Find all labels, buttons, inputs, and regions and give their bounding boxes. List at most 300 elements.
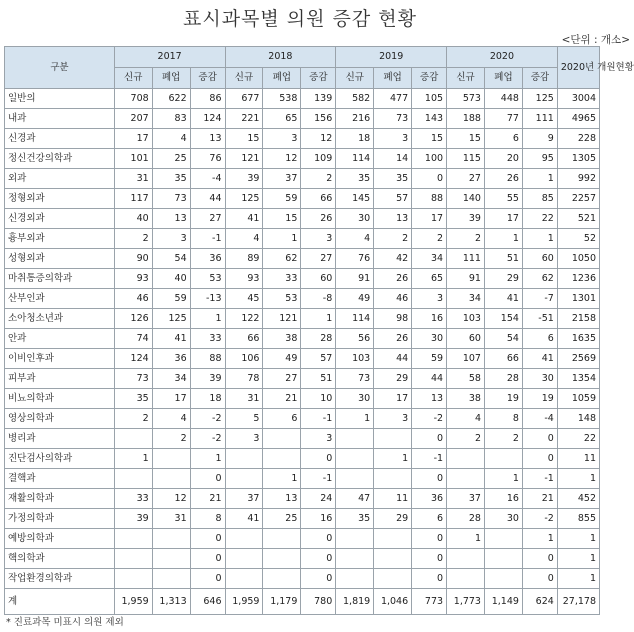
value-cell: 4 bbox=[152, 409, 190, 429]
value-cell: 25 bbox=[263, 509, 301, 529]
value-cell: 4 bbox=[152, 129, 190, 149]
value-cell: 24 bbox=[301, 489, 336, 509]
value-cell: 0 bbox=[522, 449, 557, 469]
value-cell: 17 bbox=[374, 389, 412, 409]
category-cell: 흉부외과 bbox=[5, 229, 115, 249]
value-cell: 1 bbox=[263, 229, 301, 249]
value-cell: 27 bbox=[301, 249, 336, 269]
value-cell: 78 bbox=[225, 369, 263, 389]
value-cell: 37 bbox=[225, 489, 263, 509]
value-cell: 4 bbox=[225, 229, 263, 249]
value-cell: 76 bbox=[336, 249, 374, 269]
value-cell: 1,313 bbox=[152, 589, 190, 615]
value-cell: 3 bbox=[374, 129, 412, 149]
value-cell: 6 bbox=[412, 509, 447, 529]
value-cell: 0 bbox=[522, 569, 557, 589]
value-cell: 30 bbox=[336, 389, 374, 409]
value-cell: 125 bbox=[225, 189, 263, 209]
value-cell: 1 bbox=[190, 309, 225, 329]
unit-note: <단위 : 개소> bbox=[561, 34, 630, 46]
value-cell: 31 bbox=[114, 169, 152, 189]
value-cell: -2 bbox=[412, 409, 447, 429]
value-cell: 57 bbox=[374, 189, 412, 209]
value-cell: 31 bbox=[225, 389, 263, 409]
value-cell bbox=[484, 529, 522, 549]
value-cell: 15 bbox=[447, 129, 485, 149]
table-row bbox=[5, 329, 600, 349]
value-cell: 59 bbox=[412, 349, 447, 369]
value-cell: -1 bbox=[190, 229, 225, 249]
value-cell bbox=[336, 429, 374, 449]
table-row bbox=[5, 309, 600, 329]
value-cell bbox=[152, 569, 190, 589]
value-cell: 15 bbox=[412, 129, 447, 149]
value-cell: 114 bbox=[336, 149, 374, 169]
category-cell: 결핵과 bbox=[5, 469, 115, 489]
value-cell: 1,819 bbox=[336, 589, 374, 615]
value-cell: 26 bbox=[484, 169, 522, 189]
category-cell: 비뇨의학과 bbox=[5, 389, 115, 409]
value-cell: 57 bbox=[301, 349, 336, 369]
value-cell: 1635 bbox=[557, 329, 599, 349]
value-cell bbox=[114, 429, 152, 449]
value-cell: 0 bbox=[412, 169, 447, 189]
value-cell: 27,178 bbox=[557, 589, 599, 615]
value-cell: 101 bbox=[114, 149, 152, 169]
value-cell: 66 bbox=[225, 329, 263, 349]
value-cell: 47 bbox=[336, 489, 374, 509]
value-cell: 35 bbox=[114, 389, 152, 409]
value-cell: 111 bbox=[522, 109, 557, 129]
value-cell: 0 bbox=[301, 449, 336, 469]
value-cell: 12 bbox=[152, 489, 190, 509]
table-row bbox=[5, 349, 600, 369]
value-cell: 30 bbox=[522, 369, 557, 389]
category-cell: 진단검사의학과 bbox=[5, 449, 115, 469]
value-cell: 19 bbox=[484, 389, 522, 409]
table-row bbox=[5, 249, 600, 269]
table-row bbox=[5, 209, 600, 229]
value-cell: 31 bbox=[152, 509, 190, 529]
value-cell: 35 bbox=[336, 169, 374, 189]
header-sub-2019-change: 증감 bbox=[412, 68, 447, 89]
value-cell: 1305 bbox=[557, 149, 599, 169]
value-cell: 115 bbox=[447, 149, 485, 169]
table-row bbox=[5, 269, 600, 289]
value-cell: 13 bbox=[263, 489, 301, 509]
value-cell: 53 bbox=[190, 269, 225, 289]
value-cell: 77 bbox=[484, 109, 522, 129]
header-sub-2018-closed: 폐업 bbox=[263, 68, 301, 89]
value-cell bbox=[447, 569, 485, 589]
header-year-2020: 2020 bbox=[447, 47, 558, 68]
value-cell: 105 bbox=[412, 89, 447, 109]
value-cell: 1 bbox=[557, 469, 599, 489]
category-cell: 예방의학과 bbox=[5, 529, 115, 549]
value-cell: 27 bbox=[190, 209, 225, 229]
category-cell: 핵의학과 bbox=[5, 549, 115, 569]
value-cell: 22 bbox=[557, 429, 599, 449]
value-cell: 11 bbox=[557, 449, 599, 469]
value-cell: 1 bbox=[484, 229, 522, 249]
value-cell: 41 bbox=[484, 289, 522, 309]
value-cell: 1 bbox=[114, 449, 152, 469]
value-cell: 216 bbox=[336, 109, 374, 129]
value-cell bbox=[114, 569, 152, 589]
value-cell: 54 bbox=[484, 329, 522, 349]
value-cell: 221 bbox=[225, 109, 263, 129]
value-cell: 708 bbox=[114, 89, 152, 109]
value-cell: 41 bbox=[152, 329, 190, 349]
value-cell: 1,959 bbox=[225, 589, 263, 615]
value-cell: 54 bbox=[152, 249, 190, 269]
value-cell bbox=[336, 449, 374, 469]
category-cell: 작업환경의학과 bbox=[5, 569, 115, 589]
header-sub-2018-new: 신규 bbox=[225, 68, 263, 89]
value-cell: 0 bbox=[522, 429, 557, 449]
value-cell: 3 bbox=[412, 289, 447, 309]
header-sub-2019-new: 신규 bbox=[336, 68, 374, 89]
category-cell: 정형외과 bbox=[5, 189, 115, 209]
value-cell: 16 bbox=[301, 509, 336, 529]
value-cell: 44 bbox=[374, 349, 412, 369]
value-cell: 26 bbox=[374, 269, 412, 289]
value-cell bbox=[152, 469, 190, 489]
value-cell: -2 bbox=[190, 429, 225, 449]
value-cell: 40 bbox=[152, 269, 190, 289]
value-cell: 85 bbox=[522, 189, 557, 209]
value-cell: 95 bbox=[522, 149, 557, 169]
value-cell: 66 bbox=[301, 189, 336, 209]
value-cell: 624 bbox=[522, 589, 557, 615]
value-cell: 89 bbox=[225, 249, 263, 269]
table-row bbox=[5, 429, 600, 449]
value-cell: 2569 bbox=[557, 349, 599, 369]
value-cell bbox=[447, 549, 485, 569]
value-cell: 13 bbox=[190, 129, 225, 149]
value-cell bbox=[263, 449, 301, 469]
value-cell: 16 bbox=[484, 489, 522, 509]
value-cell: 448 bbox=[484, 89, 522, 109]
header-year-2019: 2019 bbox=[336, 47, 447, 68]
value-cell: 27 bbox=[263, 369, 301, 389]
value-cell: 0 bbox=[190, 529, 225, 549]
value-cell: 1050 bbox=[557, 249, 599, 269]
value-cell: 1,773 bbox=[447, 589, 485, 615]
value-cell: 18 bbox=[190, 389, 225, 409]
value-cell: -2 bbox=[522, 509, 557, 529]
value-cell: 1 bbox=[190, 449, 225, 469]
total-label: 계 bbox=[5, 589, 115, 615]
value-cell: 126 bbox=[114, 309, 152, 329]
value-cell: 86 bbox=[190, 89, 225, 109]
header-sub-2018-change: 증감 bbox=[301, 68, 336, 89]
value-cell: 3 bbox=[263, 129, 301, 149]
header-sub-2019-closed: 폐업 bbox=[374, 68, 412, 89]
value-cell: 0 bbox=[301, 569, 336, 589]
value-cell: 122 bbox=[225, 309, 263, 329]
table-row bbox=[5, 389, 600, 409]
value-cell: 646 bbox=[190, 589, 225, 615]
value-cell: 14 bbox=[374, 149, 412, 169]
value-cell: 2 bbox=[412, 229, 447, 249]
value-cell: 106 bbox=[225, 349, 263, 369]
value-cell: -2 bbox=[190, 409, 225, 429]
value-cell: 1301 bbox=[557, 289, 599, 309]
table-row bbox=[5, 489, 600, 509]
value-cell: 1 bbox=[557, 529, 599, 549]
value-cell: 0 bbox=[412, 529, 447, 549]
value-cell bbox=[225, 569, 263, 589]
category-cell: 마취통증의학과 bbox=[5, 269, 115, 289]
value-cell: 1 bbox=[336, 409, 374, 429]
value-cell: 45 bbox=[225, 289, 263, 309]
value-cell: 2 bbox=[301, 169, 336, 189]
value-cell: -1 bbox=[522, 469, 557, 489]
value-cell: 30 bbox=[484, 509, 522, 529]
value-cell: 1 bbox=[557, 549, 599, 569]
value-cell: 39 bbox=[190, 369, 225, 389]
value-cell: 2 bbox=[114, 409, 152, 429]
value-cell: 22 bbox=[522, 209, 557, 229]
value-cell: 46 bbox=[374, 289, 412, 309]
value-cell: 148 bbox=[557, 409, 599, 429]
value-cell: 573 bbox=[447, 89, 485, 109]
value-cell: 1354 bbox=[557, 369, 599, 389]
header-sub-2017-change: 증감 bbox=[190, 68, 225, 89]
value-cell: 17 bbox=[152, 389, 190, 409]
value-cell: 1,149 bbox=[484, 589, 522, 615]
value-cell: 4 bbox=[336, 229, 374, 249]
value-cell: 20 bbox=[484, 149, 522, 169]
table-row bbox=[5, 529, 600, 549]
value-cell: 538 bbox=[263, 89, 301, 109]
value-cell: 13 bbox=[374, 209, 412, 229]
header-sub-2017-closed: 폐업 bbox=[152, 68, 190, 89]
value-cell bbox=[114, 469, 152, 489]
category-cell: 일반의 bbox=[5, 89, 115, 109]
value-cell: 29 bbox=[374, 369, 412, 389]
category-cell: 가정의학과 bbox=[5, 509, 115, 529]
value-cell: 34 bbox=[412, 249, 447, 269]
page-title: 표시과목별 의원 증감 현황 bbox=[182, 8, 417, 30]
value-cell: 36 bbox=[152, 349, 190, 369]
value-cell: 41 bbox=[225, 209, 263, 229]
table-row bbox=[5, 109, 600, 129]
value-cell: 39 bbox=[114, 509, 152, 529]
value-cell: 2 bbox=[374, 229, 412, 249]
value-cell: 88 bbox=[412, 189, 447, 209]
table-row bbox=[5, 289, 600, 309]
value-cell: 0 bbox=[412, 429, 447, 449]
table-row bbox=[5, 469, 600, 489]
value-cell: 49 bbox=[263, 349, 301, 369]
value-cell: 60 bbox=[301, 269, 336, 289]
value-cell: 2 bbox=[447, 429, 485, 449]
value-cell: 62 bbox=[263, 249, 301, 269]
header-sub-2020-closed: 폐업 bbox=[484, 68, 522, 89]
value-cell: 73 bbox=[336, 369, 374, 389]
value-cell: -8 bbox=[301, 289, 336, 309]
header-sub-2017-new: 신규 bbox=[114, 68, 152, 89]
value-cell: -13 bbox=[190, 289, 225, 309]
category-cell: 신경과 bbox=[5, 129, 115, 149]
value-cell: 121 bbox=[263, 309, 301, 329]
value-cell: 93 bbox=[225, 269, 263, 289]
header-year-2017: 2017 bbox=[114, 47, 225, 68]
value-cell: 125 bbox=[522, 89, 557, 109]
category-cell: 성형외과 bbox=[5, 249, 115, 269]
value-cell bbox=[447, 469, 485, 489]
value-cell: 992 bbox=[557, 169, 599, 189]
value-cell: 622 bbox=[152, 89, 190, 109]
value-cell: 12 bbox=[263, 149, 301, 169]
table-row bbox=[5, 129, 600, 149]
value-cell: 8 bbox=[484, 409, 522, 429]
header-sub-2020-change: 증감 bbox=[522, 68, 557, 89]
value-cell: 780 bbox=[301, 589, 336, 615]
header-sub-2020-new: 신규 bbox=[447, 68, 485, 89]
value-cell: -1 bbox=[412, 449, 447, 469]
value-cell: 38 bbox=[263, 329, 301, 349]
value-cell: 41 bbox=[225, 509, 263, 529]
table-row bbox=[5, 549, 600, 569]
value-cell: -4 bbox=[190, 169, 225, 189]
value-cell: 51 bbox=[484, 249, 522, 269]
value-cell: -1 bbox=[301, 409, 336, 429]
value-cell: 2 bbox=[152, 429, 190, 449]
value-cell: 0 bbox=[522, 549, 557, 569]
value-cell bbox=[225, 549, 263, 569]
value-cell: 40 bbox=[114, 209, 152, 229]
value-cell: 28 bbox=[484, 369, 522, 389]
value-cell: 53 bbox=[263, 289, 301, 309]
value-cell: 124 bbox=[190, 109, 225, 129]
value-cell: 98 bbox=[374, 309, 412, 329]
value-cell: 2158 bbox=[557, 309, 599, 329]
header-year-2018: 2018 bbox=[225, 47, 336, 68]
value-cell: 140 bbox=[447, 189, 485, 209]
value-cell: 6 bbox=[484, 129, 522, 149]
table-row bbox=[5, 449, 600, 469]
value-cell: 2257 bbox=[557, 189, 599, 209]
value-cell: 46 bbox=[114, 289, 152, 309]
value-cell: 5 bbox=[225, 409, 263, 429]
table-row bbox=[5, 229, 600, 249]
value-cell: 0 bbox=[190, 569, 225, 589]
value-cell: 38 bbox=[447, 389, 485, 409]
value-cell bbox=[263, 429, 301, 449]
value-cell: 114 bbox=[336, 309, 374, 329]
value-cell: 1 bbox=[263, 469, 301, 489]
value-cell: 30 bbox=[412, 329, 447, 349]
table-row bbox=[5, 509, 600, 529]
value-cell: 25 bbox=[152, 149, 190, 169]
value-cell: 60 bbox=[522, 249, 557, 269]
value-cell bbox=[114, 529, 152, 549]
value-cell: 37 bbox=[447, 489, 485, 509]
value-cell: 73 bbox=[152, 189, 190, 209]
value-cell: 91 bbox=[336, 269, 374, 289]
value-cell: 8 bbox=[190, 509, 225, 529]
value-cell: 9 bbox=[522, 129, 557, 149]
value-cell bbox=[152, 449, 190, 469]
value-cell: -7 bbox=[522, 289, 557, 309]
table-row bbox=[5, 169, 600, 189]
table-row bbox=[5, 189, 600, 209]
value-cell: 60 bbox=[447, 329, 485, 349]
value-cell bbox=[263, 529, 301, 549]
value-cell: 6 bbox=[522, 329, 557, 349]
value-cell: 1 bbox=[301, 309, 336, 329]
value-cell: 29 bbox=[374, 509, 412, 529]
value-cell: 773 bbox=[412, 589, 447, 615]
value-cell: 125 bbox=[152, 309, 190, 329]
value-cell: 39 bbox=[225, 169, 263, 189]
table-row bbox=[5, 569, 600, 589]
table-row bbox=[5, 409, 600, 429]
category-cell: 외과 bbox=[5, 169, 115, 189]
value-cell: 66 bbox=[484, 349, 522, 369]
value-cell: 21 bbox=[263, 389, 301, 409]
table-row bbox=[5, 369, 600, 389]
value-cell: 21 bbox=[522, 489, 557, 509]
table-row bbox=[5, 149, 600, 169]
value-cell: 117 bbox=[114, 189, 152, 209]
value-cell: 35 bbox=[374, 169, 412, 189]
value-cell: 90 bbox=[114, 249, 152, 269]
value-cell: 11 bbox=[374, 489, 412, 509]
value-cell: 37 bbox=[263, 169, 301, 189]
value-cell: 62 bbox=[522, 269, 557, 289]
header-gubun: 구분 bbox=[5, 47, 115, 89]
category-cell: 재활의학과 bbox=[5, 489, 115, 509]
category-cell: 병리과 bbox=[5, 429, 115, 449]
value-cell: 34 bbox=[152, 369, 190, 389]
value-cell: 1 bbox=[522, 229, 557, 249]
value-cell: 1 bbox=[522, 169, 557, 189]
value-cell: 42 bbox=[374, 249, 412, 269]
value-cell: 1 bbox=[484, 469, 522, 489]
value-cell: 36 bbox=[190, 249, 225, 269]
value-cell: 1059 bbox=[557, 389, 599, 409]
value-cell: 3 bbox=[374, 409, 412, 429]
value-cell: 52 bbox=[557, 229, 599, 249]
value-cell: 10 bbox=[301, 389, 336, 409]
value-cell: 111 bbox=[447, 249, 485, 269]
value-cell: 103 bbox=[336, 349, 374, 369]
value-cell: 15 bbox=[263, 209, 301, 229]
value-cell: 156 bbox=[301, 109, 336, 129]
value-cell: 16 bbox=[412, 309, 447, 329]
value-cell: 121 bbox=[225, 149, 263, 169]
value-cell: 477 bbox=[374, 89, 412, 109]
value-cell: 34 bbox=[447, 289, 485, 309]
value-cell: 109 bbox=[301, 149, 336, 169]
value-cell: 41 bbox=[522, 349, 557, 369]
value-cell bbox=[114, 549, 152, 569]
value-cell: 15 bbox=[225, 129, 263, 149]
value-cell: 28 bbox=[301, 329, 336, 349]
value-cell bbox=[225, 469, 263, 489]
value-cell: 3 bbox=[301, 229, 336, 249]
value-cell: 103 bbox=[447, 309, 485, 329]
value-cell: 17 bbox=[412, 209, 447, 229]
value-cell: 2 bbox=[447, 229, 485, 249]
value-cell bbox=[484, 449, 522, 469]
value-cell bbox=[447, 449, 485, 469]
category-cell: 신경외과 bbox=[5, 209, 115, 229]
